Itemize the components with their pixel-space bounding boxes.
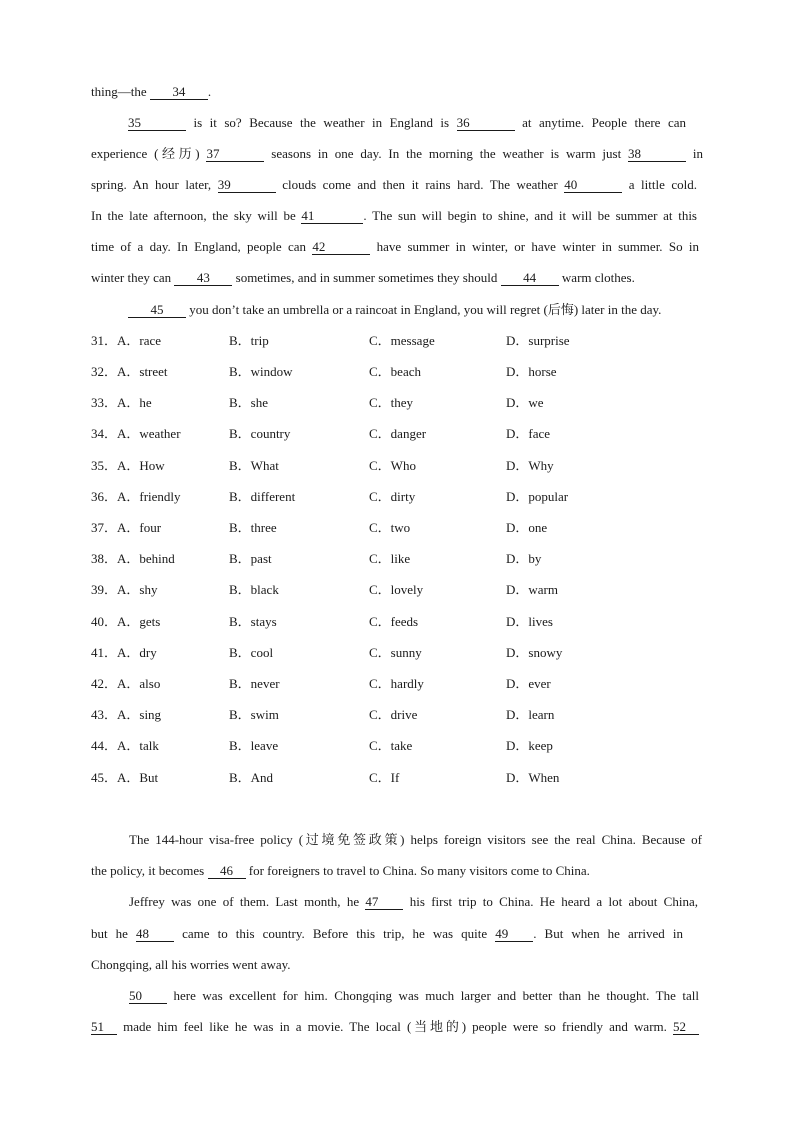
blank-45[interactable]: 45 bbox=[128, 303, 186, 318]
option-b[interactable]: B．past bbox=[229, 551, 272, 566]
option-a[interactable]: 31．A．race bbox=[91, 333, 162, 348]
blank-36[interactable]: 36 bbox=[457, 116, 515, 131]
blank-37[interactable]: 37 bbox=[206, 147, 264, 162]
blank-42[interactable]: 42 bbox=[312, 240, 370, 255]
option-a[interactable]: 40．A．gets bbox=[91, 614, 161, 629]
option-c[interactable]: C．sunny bbox=[369, 645, 422, 660]
passage1-line1: 35 is it so? Because the weather in England is 36 at anytime. People there can bbox=[128, 115, 686, 130]
blank-43[interactable]: 43 bbox=[174, 271, 232, 286]
option-d[interactable]: D．we bbox=[506, 395, 544, 410]
blank-47[interactable]: 47 bbox=[365, 895, 403, 910]
option-b[interactable]: B．cool bbox=[229, 645, 274, 660]
option-row-38 bbox=[91, 551, 631, 567]
option-row-36 bbox=[91, 489, 631, 505]
option-d[interactable]: D．ever bbox=[506, 676, 551, 691]
option-c[interactable]: C．they bbox=[369, 395, 414, 410]
option-d[interactable]: D．keep bbox=[506, 738, 553, 753]
option-c[interactable]: C．Who bbox=[369, 458, 416, 473]
option-a[interactable]: 42．A．also bbox=[91, 676, 161, 691]
option-d[interactable]: D．Why bbox=[506, 458, 554, 473]
blank-49[interactable]: 49 bbox=[495, 927, 533, 942]
option-c[interactable]: C．dirty bbox=[369, 489, 416, 504]
option-c[interactable]: C．If bbox=[369, 770, 400, 785]
option-row-32 bbox=[91, 364, 631, 380]
option-b[interactable]: B．And bbox=[229, 770, 274, 785]
passage1-line4: In the late afternoon, the sky will be 41 . The sun will begin to shine, and it will be summer at this bbox=[91, 208, 697, 223]
passage1-line7: 45 you don’t take an umbrella or a raincoat in England, you will regret (后悔) later in the day. bbox=[128, 302, 740, 318]
option-d[interactable]: D．When bbox=[506, 770, 560, 785]
option-b[interactable]: B．What bbox=[229, 458, 279, 473]
blank-52[interactable]: 52 bbox=[673, 1020, 699, 1035]
blank-46[interactable]: 46 bbox=[208, 864, 246, 879]
option-a[interactable]: 33．A．he bbox=[91, 395, 152, 410]
option-b[interactable]: B．swim bbox=[229, 707, 279, 722]
blank-50[interactable]: 50 bbox=[129, 989, 167, 1004]
passage1-line2: experience (经历) 37 seasons in one day. In the morning the weather is warm just 38 in bbox=[91, 146, 703, 161]
option-d[interactable]: D．one bbox=[506, 520, 548, 535]
option-a[interactable]: 45．A．But bbox=[91, 770, 159, 785]
option-b[interactable]: B．leave bbox=[229, 738, 279, 753]
option-row-40 bbox=[91, 614, 631, 630]
option-d[interactable]: D．by bbox=[506, 551, 542, 566]
passage1-line5: time of a day. In England, people can 42 have summer in winter, or have winter in summer. So in bbox=[91, 239, 699, 254]
option-b[interactable]: B．different bbox=[229, 489, 296, 504]
option-d[interactable]: D．warm bbox=[506, 582, 558, 597]
option-row-44 bbox=[91, 738, 631, 754]
blank-34[interactable]: 34 bbox=[150, 85, 208, 100]
option-a[interactable]: 44．A．talk bbox=[91, 738, 159, 753]
option-d[interactable]: D．horse bbox=[506, 364, 557, 379]
blank-44[interactable]: 44 bbox=[501, 271, 559, 286]
option-b[interactable]: B．stays bbox=[229, 614, 277, 629]
option-d[interactable]: D．lives bbox=[506, 614, 553, 629]
blank-38[interactable]: 38 bbox=[628, 147, 686, 162]
option-row-42 bbox=[91, 676, 631, 692]
option-d[interactable]: D．popular bbox=[506, 489, 569, 504]
option-row-39 bbox=[91, 582, 631, 598]
option-c[interactable]: C．danger bbox=[369, 426, 427, 441]
option-d[interactable]: D．snowy bbox=[506, 645, 563, 660]
option-a[interactable]: 38．A．behind bbox=[91, 551, 175, 566]
option-row-35 bbox=[91, 458, 631, 474]
option-d[interactable]: D．surprise bbox=[506, 333, 570, 348]
passage2-line3: Jeffrey was one of them. Last month, he 47 his first trip to China. He heard a lot about China, bbox=[129, 894, 698, 909]
passage2-line1: The 144-hour visa-free policy (过境免签政策) helps foreign visitors see the real China. Because of bbox=[129, 832, 702, 847]
option-b[interactable]: B．three bbox=[229, 520, 277, 535]
blank-35[interactable]: 35 bbox=[128, 116, 186, 131]
option-row-34 bbox=[91, 426, 631, 442]
option-a[interactable]: 35．A．How bbox=[91, 458, 165, 473]
option-c[interactable]: C．feeds bbox=[369, 614, 419, 629]
option-row-41 bbox=[91, 645, 631, 661]
option-b[interactable]: B．window bbox=[229, 364, 293, 379]
passage2-line2: the policy, it becomes 46 for foreigners to travel to China. So many visitors come to China. bbox=[91, 863, 590, 878]
option-a[interactable]: 39．A．shy bbox=[91, 582, 158, 597]
option-d[interactable]: D．learn bbox=[506, 707, 555, 722]
passage1-line3: spring. An hour later, 39 clouds come and then it rains hard. The weather 40 a little cold. bbox=[91, 177, 698, 192]
option-c[interactable]: C．beach bbox=[369, 364, 421, 379]
option-d[interactable]: D．face bbox=[506, 426, 551, 441]
option-c[interactable]: C．drive bbox=[369, 707, 418, 722]
option-c[interactable]: C．hardly bbox=[369, 676, 424, 691]
option-a[interactable]: 36．A．friendly bbox=[91, 489, 181, 504]
passage2-line6: 50 here was excellent for him. Chongqing was much larger and better than he thought. The tall bbox=[129, 988, 699, 1003]
passage2-line5: Chongqing, all his worries went away. bbox=[91, 957, 291, 972]
option-row-43 bbox=[91, 707, 631, 723]
option-row-31 bbox=[91, 333, 631, 349]
blank-39[interactable]: 39 bbox=[218, 178, 276, 193]
option-c[interactable]: C．lovely bbox=[369, 582, 424, 597]
option-row-45 bbox=[91, 770, 631, 786]
passage1-line0: thing—the 34 . bbox=[91, 84, 212, 99]
option-c[interactable]: C．two bbox=[369, 520, 411, 535]
option-b[interactable]: B．never bbox=[229, 676, 280, 691]
option-b[interactable]: B．black bbox=[229, 582, 279, 597]
option-c[interactable]: C．take bbox=[369, 738, 413, 753]
option-a[interactable]: 43．A．sing bbox=[91, 707, 162, 722]
blank-51[interactable]: 51 bbox=[91, 1020, 117, 1035]
option-c[interactable]: C．like bbox=[369, 551, 411, 566]
blank-41[interactable]: 41 bbox=[301, 209, 363, 224]
option-b[interactable]: B．trip bbox=[229, 333, 269, 348]
option-c[interactable]: C．message bbox=[369, 333, 435, 348]
option-a[interactable]: 34．A．weather bbox=[91, 426, 181, 441]
option-b[interactable]: B．country bbox=[229, 426, 291, 441]
passage2-line7: 51 made him feel like he was in a movie. The local (当地的) people were so friendly and warm. 52 bbox=[91, 1019, 699, 1035]
option-a[interactable]: 41．A．dry bbox=[91, 645, 157, 660]
passage1-line6: winter they can 43 sometimes, and in summer sometimes they should 44 warm clothes. bbox=[91, 270, 635, 285]
blank-48[interactable]: 48 bbox=[136, 927, 174, 942]
blank-40[interactable]: 40 bbox=[564, 178, 622, 193]
passage2-line4: but he 48 came to this country. Before this trip, he was quite 49 . But when he arrived in bbox=[91, 926, 683, 941]
option-row-33 bbox=[91, 395, 631, 411]
option-a[interactable]: 32．A．street bbox=[91, 364, 168, 379]
option-row-37 bbox=[91, 520, 631, 536]
option-a[interactable]: 37．A．four bbox=[91, 520, 162, 535]
option-b[interactable]: B．she bbox=[229, 395, 269, 410]
